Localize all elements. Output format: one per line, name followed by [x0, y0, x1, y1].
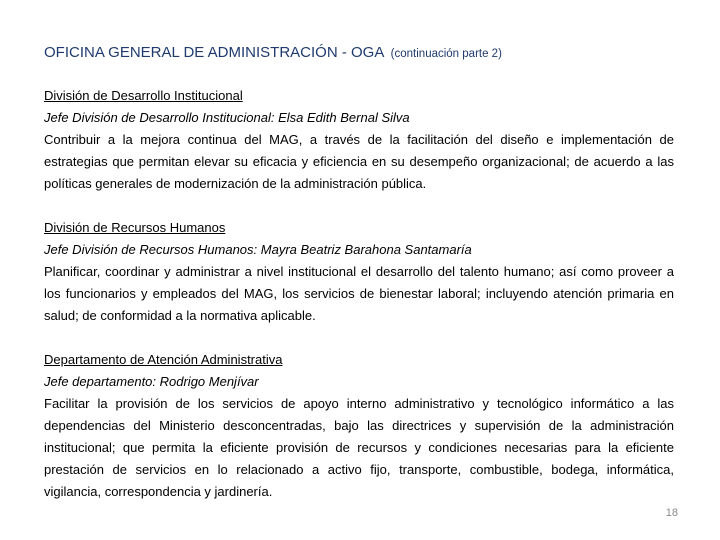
section-title: Departamento de Atención Administrativa — [44, 352, 283, 367]
section-recursos-humanos — [44, 217, 674, 327]
section-description: Planificar, coordinar y administrar a nivel institucional el desarrollo del talento humano; así como proveer a los funcionarios y empleados del MAG, los servicios de bienestar laboral; incluyendo atención primaria en salud; de conformidad a la normativa aplicable. — [44, 264, 674, 323]
section-description: Facilitar la provisión de los servicios de apoyo interno administrativo y tecnológico informático a las dependencias del Ministerio desconcentradas, bajo las directrices y supervisión de la administración institucional; que permita la eficiente provisión de recursos y condiciones necesarias para la eficiente prestación de servicios en lo relacionado a activo fijo, transporte, combustible, bodega, informática, vigilancia, correspondencia y jardinería. — [44, 396, 674, 499]
section-head-name: Jefe departamento: Rodrigo Menjívar — [44, 374, 259, 389]
section-head-name: Jefe División de Recursos Humanos: Mayra Beatriz Barahona Santamaría — [44, 242, 472, 257]
section-title: División de Recursos Humanos — [44, 220, 226, 235]
section-atencion-administrativa — [44, 349, 674, 503]
slide-title — [44, 44, 502, 61]
section-desarrollo-institucional — [44, 85, 674, 195]
section-description: Contribuir a la mejora continua del MAG, a través de la facilitación del diseño e implementación de estrategias que permitan elevar su eficacia y eficiencia en su desempeño organizacional; de acuerdo a las políticas generales de modernización de la administración pública. — [44, 132, 674, 191]
section-head-name: Jefe División de Desarrollo Institucional: Elsa Edith Bernal Silva — [44, 110, 410, 125]
slide-title-main: OFICINA GENERAL DE ADMINISTRACIÓN - OGA — [44, 44, 384, 61]
page-number: 18 — [665, 507, 678, 519]
slide-title-subtitle: (continuación parte 2) — [390, 48, 502, 60]
section-title: División de Desarrollo Institucional — [44, 88, 243, 103]
